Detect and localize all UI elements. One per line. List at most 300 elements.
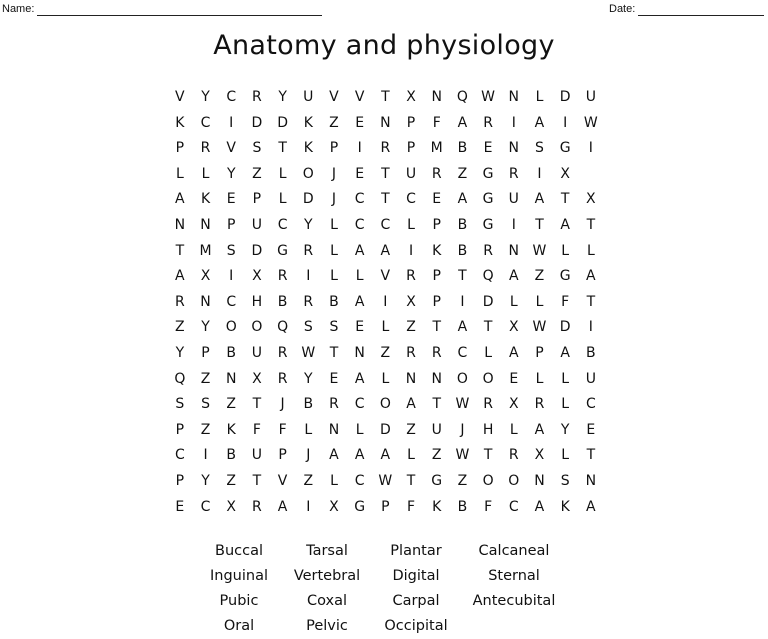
grid-letter: M — [430, 140, 443, 157]
grid-letter: K — [303, 114, 313, 131]
grid-letter: P — [278, 447, 287, 464]
grid-letter: S — [226, 242, 236, 259]
date-field — [609, 3, 764, 16]
grid-letter: O — [379, 396, 391, 413]
grid-letter: U — [431, 421, 442, 438]
grid-letter: C — [354, 216, 365, 233]
grid-letter — [578, 162, 604, 188]
grid-letter: L — [407, 216, 415, 233]
grid-letter: L — [278, 165, 287, 182]
grid-letter: F — [278, 421, 287, 438]
grid-letter: J — [460, 421, 465, 438]
name-label: Name: — [2, 3, 35, 15]
grid-letter: O — [508, 472, 520, 489]
grid-letter: L — [330, 216, 338, 233]
grid-letter: A — [406, 396, 416, 413]
word-bank-item: Oral — [223, 618, 255, 634]
grid-letter: R — [277, 268, 288, 285]
grid-letter: U — [251, 216, 263, 233]
grid-letter: T — [381, 89, 390, 105]
grid-letter: X — [226, 498, 237, 515]
word-bank-item: Plantar — [390, 543, 442, 559]
grid-letter: R — [406, 344, 416, 361]
grid-letter: A — [534, 191, 545, 208]
word-bank-item: Vertebral — [293, 568, 361, 584]
grid-letter: X — [586, 191, 596, 208]
grid-letter: X — [508, 396, 519, 413]
grid-letter: C — [406, 191, 416, 208]
grid-letter: R — [329, 396, 339, 413]
grid-letter: B — [457, 498, 468, 515]
grid-letter: G — [277, 242, 289, 259]
grid-letter: L — [561, 370, 570, 387]
grid-letter: G — [559, 140, 571, 157]
grid-letter: S — [303, 319, 313, 336]
grid-letter: P — [252, 191, 262, 208]
grid-letter: P — [406, 114, 416, 131]
grid-letter: P — [432, 216, 441, 233]
grid-letter: B — [277, 293, 288, 310]
grid-letter: D — [302, 191, 314, 208]
grid-letter: P — [175, 140, 185, 157]
grid-letter: X — [252, 268, 262, 285]
grid-letter: Y — [278, 89, 287, 105]
grid-letter: Z — [252, 165, 262, 182]
grid-letter: R — [483, 396, 493, 413]
grid-letter: B — [329, 293, 339, 310]
grid-letter: C — [277, 216, 288, 233]
grid-letter: T — [329, 344, 339, 361]
grid-letter: Z — [175, 319, 185, 336]
grid-letter: W — [532, 319, 547, 336]
word-bank-item: Buccal — [215, 543, 263, 559]
grid-letter: K — [200, 191, 211, 208]
grid-letter: Z — [406, 421, 416, 438]
name-field — [2, 3, 322, 16]
word-bank-item: Coxal — [306, 593, 348, 609]
grid-letter: A — [534, 114, 545, 131]
grid-letter: Q — [482, 268, 494, 285]
grid-letter: E — [483, 140, 493, 157]
grid-letter: N — [225, 370, 237, 387]
word-bank-item: Pelvic — [306, 618, 348, 634]
grid-letter: C — [585, 396, 596, 413]
grid-letter: D — [379, 421, 391, 438]
grid-letter: U — [251, 344, 263, 361]
grid-letter: N — [405, 370, 417, 387]
grid-letter: P — [432, 268, 441, 285]
grid-letter: A — [329, 447, 339, 464]
grid-letter: G — [482, 191, 494, 208]
grid-letter: F — [407, 498, 416, 515]
grid-letter: K — [175, 114, 185, 131]
grid-letter: L — [201, 165, 210, 182]
grid-letter: L — [586, 242, 595, 259]
grid-letter: K — [226, 421, 236, 438]
grid-letter: R — [303, 242, 314, 259]
date-blank-line — [638, 4, 764, 16]
grid-letter: S — [252, 140, 262, 157]
grid-letter: I — [408, 242, 414, 259]
word-bank-item: Sternal — [488, 568, 540, 584]
grid-letter: W — [455, 447, 470, 464]
grid-letter: B — [457, 140, 468, 157]
grid-letter: U — [585, 89, 596, 105]
grid-letter: I — [563, 114, 568, 131]
grid-letter: U — [405, 165, 417, 182]
grid-letter: G — [482, 165, 494, 182]
grid-letter: S — [201, 396, 210, 413]
grid-letter: A — [508, 268, 519, 285]
grid-letter: D — [251, 242, 263, 259]
grid-letter: K — [432, 242, 442, 259]
grid-letter: B — [586, 344, 596, 361]
grid-letter: T — [586, 216, 596, 233]
grid-letter: P — [201, 344, 210, 361]
grid-letter: L — [175, 165, 184, 182]
grid-letter: C — [200, 498, 211, 515]
grid-letter: Y — [304, 370, 313, 387]
grid-letter: T — [586, 293, 596, 310]
grid-letter: E — [509, 370, 519, 387]
grid-letter: X — [406, 293, 416, 310]
grid-letter: Y — [201, 319, 210, 336]
word-bank-item: Pubic — [219, 593, 259, 609]
grid-letter: I — [588, 319, 593, 336]
page-title: Anatomy and physiology — [213, 30, 555, 61]
grid-letter: I — [511, 114, 516, 131]
grid-letter: O — [456, 370, 468, 387]
grid-letter: A — [586, 268, 596, 285]
grid-letter: D — [559, 319, 571, 336]
grid-letter: K — [432, 498, 442, 515]
grid-letter: W — [301, 344, 316, 361]
grid-letter: P — [329, 140, 339, 157]
grid-letter: R — [277, 370, 288, 387]
grid-letter: P — [432, 293, 441, 310]
grid-letter: A — [380, 242, 391, 259]
grid-letter: J — [331, 165, 337, 182]
grid-letter: A — [380, 447, 391, 464]
grid-letter: L — [509, 293, 518, 310]
grid-letter: I — [460, 293, 465, 310]
word-bank-item: Tarsal — [306, 543, 348, 559]
grid-letter: J — [331, 191, 337, 208]
grid-letter: T — [586, 447, 596, 464]
grid-letter: R — [277, 344, 288, 361]
grid-letter: E — [355, 319, 365, 336]
grid-letter: I — [203, 447, 208, 464]
grid-letter: K — [303, 140, 313, 157]
grid-letter: D — [559, 89, 571, 105]
grid-letter: S — [329, 319, 339, 336]
grid-letter: L — [535, 370, 544, 387]
grid-letter: B — [226, 344, 237, 361]
grid-letter: N — [174, 216, 186, 233]
grid-letter: B — [226, 447, 237, 464]
grid-letter: Z — [406, 319, 416, 336]
grid-letter: A — [457, 114, 468, 131]
grid-letter: R — [380, 140, 391, 157]
grid-letter: W — [532, 242, 547, 259]
grid-letter: I — [306, 268, 311, 285]
grid-letter: U — [585, 370, 596, 387]
grid-letter: E — [355, 165, 365, 182]
grid-letter: W — [455, 396, 470, 413]
grid-letter: I — [383, 293, 388, 310]
grid-letter: U — [508, 191, 519, 208]
word-bank-item: Occipital — [384, 618, 448, 634]
grid-letter: I — [588, 140, 593, 157]
grid-letter: T — [458, 268, 467, 285]
grid-letter: L — [535, 293, 544, 310]
grid-letter: D — [482, 293, 494, 310]
grid-letter: N — [431, 89, 442, 105]
grid-letter: Z — [200, 370, 211, 387]
grid-letter: I — [511, 216, 516, 233]
grid-letter: B — [303, 396, 314, 413]
grid-letter: G — [559, 268, 571, 285]
grid-letter: Y — [226, 165, 236, 182]
word-bank-item: Inguinal — [210, 568, 268, 584]
grid-letter: S — [560, 472, 570, 489]
grid-letter: R — [406, 268, 416, 285]
grid-letter: L — [561, 242, 570, 259]
grid-letter: R — [534, 396, 545, 413]
grid-letter: R — [200, 140, 211, 157]
grid-letter: A — [457, 191, 468, 208]
grid-letter: R — [483, 114, 493, 131]
grid-letter: C — [508, 498, 519, 515]
grid-letter: E — [355, 114, 365, 131]
grid-letter: N — [200, 216, 211, 233]
grid-letter: Z — [457, 165, 468, 182]
grid-letter: B — [457, 216, 468, 233]
grid-letter: S — [175, 396, 185, 413]
grid-letter: C — [354, 396, 365, 413]
grid-letter: P — [226, 216, 236, 233]
grid-letter: R — [431, 344, 442, 361]
grid-letter: N — [431, 370, 442, 387]
grid-letter: L — [355, 268, 364, 285]
grid-letter: F — [432, 114, 441, 131]
grid-letter: P — [406, 140, 416, 157]
grid-letter: Y — [304, 216, 313, 233]
grid-letter: W — [378, 472, 393, 489]
grid-letter: U — [251, 447, 263, 464]
grid-letter: N — [585, 472, 597, 489]
grid-letter: I — [229, 114, 234, 131]
grid-letter: L — [484, 344, 492, 361]
grid-letter: T — [535, 216, 544, 233]
grid-letter: A — [175, 191, 185, 208]
grid-letter: Z — [534, 268, 545, 285]
grid-letter: V — [277, 472, 288, 489]
grid-letter: Z — [431, 447, 442, 464]
grid-letter: A — [508, 344, 519, 361]
grid-letter: F — [252, 421, 261, 438]
grid-letter: O — [251, 319, 263, 336]
grid-letter: Y — [201, 472, 210, 489]
letter-grid — [167, 85, 604, 520]
grid-letter: A — [354, 242, 365, 259]
grid-letter: T — [252, 396, 262, 413]
grid-letter: D — [251, 114, 263, 131]
grid-letter: O — [225, 319, 237, 336]
grid-letter: I — [537, 165, 542, 182]
grid-letter: N — [508, 242, 520, 259]
grid-letter: L — [407, 447, 415, 464]
grid-letter: Q — [277, 319, 289, 336]
grid-letter: O — [302, 165, 314, 182]
grid-letter: T — [175, 242, 185, 259]
grid-letter: L — [561, 447, 570, 464]
grid-letter: A — [534, 498, 545, 515]
grid-letter: R — [252, 89, 262, 105]
grid-letter: J — [306, 447, 311, 464]
grid-letter: X — [508, 319, 519, 336]
grid-letter: U — [303, 89, 314, 105]
name-blank-line — [37, 4, 322, 16]
grid-letter: N — [508, 89, 520, 105]
grid-letter: N — [508, 140, 520, 157]
grid-letter: C — [380, 216, 391, 233]
grid-letter: N — [354, 344, 365, 361]
grid-letter: E — [586, 421, 596, 438]
grid-letter: N — [328, 421, 340, 438]
grid-letter: A — [277, 498, 288, 515]
grid-letter: L — [304, 421, 313, 438]
grid-letter: Z — [200, 421, 211, 438]
word-bank-item — [461, 614, 567, 639]
grid-letter: R — [508, 165, 519, 182]
grid-letter: O — [482, 472, 494, 489]
grid-letter: W — [481, 89, 496, 105]
grid-letter: C — [354, 472, 365, 489]
grid-letter: T — [560, 191, 570, 208]
grid-letter: V — [175, 89, 185, 105]
grid-letter: A — [534, 421, 545, 438]
grid-letter: P — [535, 344, 544, 361]
grid-letter: Z — [303, 472, 314, 489]
grid-letter: C — [457, 344, 468, 361]
grid-letter: R — [508, 447, 519, 464]
grid-letter: L — [330, 242, 338, 259]
grid-letter: S — [535, 140, 544, 157]
grid-letter: A — [586, 498, 596, 515]
grid-letter: X — [329, 498, 339, 515]
grid-letter: J — [280, 396, 285, 413]
grid-letter: R — [252, 498, 262, 515]
grid-letter: Y — [201, 89, 210, 105]
grid-letter: E — [329, 370, 339, 387]
grid-letter: Y — [560, 421, 570, 438]
grid-letter: V — [226, 140, 236, 157]
grid-letter: Z — [329, 114, 339, 131]
grid-letter: X — [200, 268, 211, 285]
grid-letter: A — [457, 319, 468, 336]
grid-letter: W — [583, 114, 598, 131]
grid-letter: G — [482, 216, 494, 233]
grid-letter: N — [200, 293, 211, 310]
grid-letter: V — [380, 268, 391, 285]
grid-letter: I — [306, 498, 311, 515]
grid-letter: A — [175, 268, 185, 285]
word-bank-item: Calcaneal — [478, 543, 550, 559]
grid-letter: E — [175, 498, 185, 515]
grid-letter: Z — [457, 472, 468, 489]
grid-letter: I — [229, 268, 234, 285]
grid-letter: Z — [380, 344, 391, 361]
date-label: Date: — [609, 3, 636, 15]
grid-letter: X — [406, 89, 416, 105]
grid-letter: L — [330, 268, 338, 285]
grid-letter: Z — [226, 472, 237, 489]
grid-letter: K — [560, 498, 570, 515]
grid-letter: T — [483, 447, 493, 464]
grid-letter: C — [174, 447, 185, 464]
grid-letter: A — [354, 370, 365, 387]
grid-letter: Q — [456, 89, 468, 105]
grid-letter: G — [354, 498, 366, 515]
grid-letter: P — [381, 498, 390, 515]
grid-letter: B — [457, 242, 468, 259]
grid-letter: V — [354, 89, 365, 105]
grid-letter: V — [329, 89, 339, 105]
grid-letter: A — [354, 447, 365, 464]
grid-letter: P — [175, 421, 185, 438]
grid-letter: T — [406, 472, 416, 489]
grid-letter: L — [561, 396, 570, 413]
grid-letter: C — [354, 191, 365, 208]
grid-letter: F — [561, 293, 570, 310]
grid-letter: L — [381, 319, 390, 336]
grid-letter: X — [560, 165, 570, 182]
grid-letter: C — [226, 89, 237, 105]
grid-letter: C — [226, 293, 237, 310]
grid-letter: D — [277, 114, 288, 131]
grid-letter: T — [381, 165, 390, 182]
grid-letter: I — [357, 140, 362, 157]
grid-letter: Z — [226, 396, 237, 413]
grid-letter: Y — [175, 344, 185, 361]
grid-letter: R — [431, 165, 442, 182]
grid-letter: L — [535, 89, 544, 105]
grid-letter: X — [252, 370, 262, 387]
grid-letter: T — [432, 396, 441, 413]
grid-letter: H — [251, 293, 263, 310]
grid-letter: H — [482, 421, 494, 438]
grid-letter: A — [560, 216, 570, 233]
grid-letter: F — [484, 498, 493, 515]
grid-letter: E — [432, 191, 442, 208]
word-bank-item: Antecubital — [472, 593, 556, 609]
grid-letter: L — [330, 472, 338, 489]
grid-letter: P — [175, 472, 185, 489]
grid-letter: T — [381, 191, 390, 208]
grid-letter: C — [200, 114, 211, 131]
grid-letter: O — [482, 370, 494, 387]
grid-letter: L — [509, 421, 518, 438]
grid-letter: E — [226, 191, 236, 208]
grid-letter: T — [278, 140, 287, 157]
grid-letter: R — [174, 293, 185, 310]
grid-letter: M — [199, 242, 212, 259]
word-bank — [195, 539, 567, 639]
grid-letter: Q — [174, 370, 186, 387]
grid-letter: A — [354, 293, 365, 310]
grid-letter: A — [560, 344, 570, 361]
